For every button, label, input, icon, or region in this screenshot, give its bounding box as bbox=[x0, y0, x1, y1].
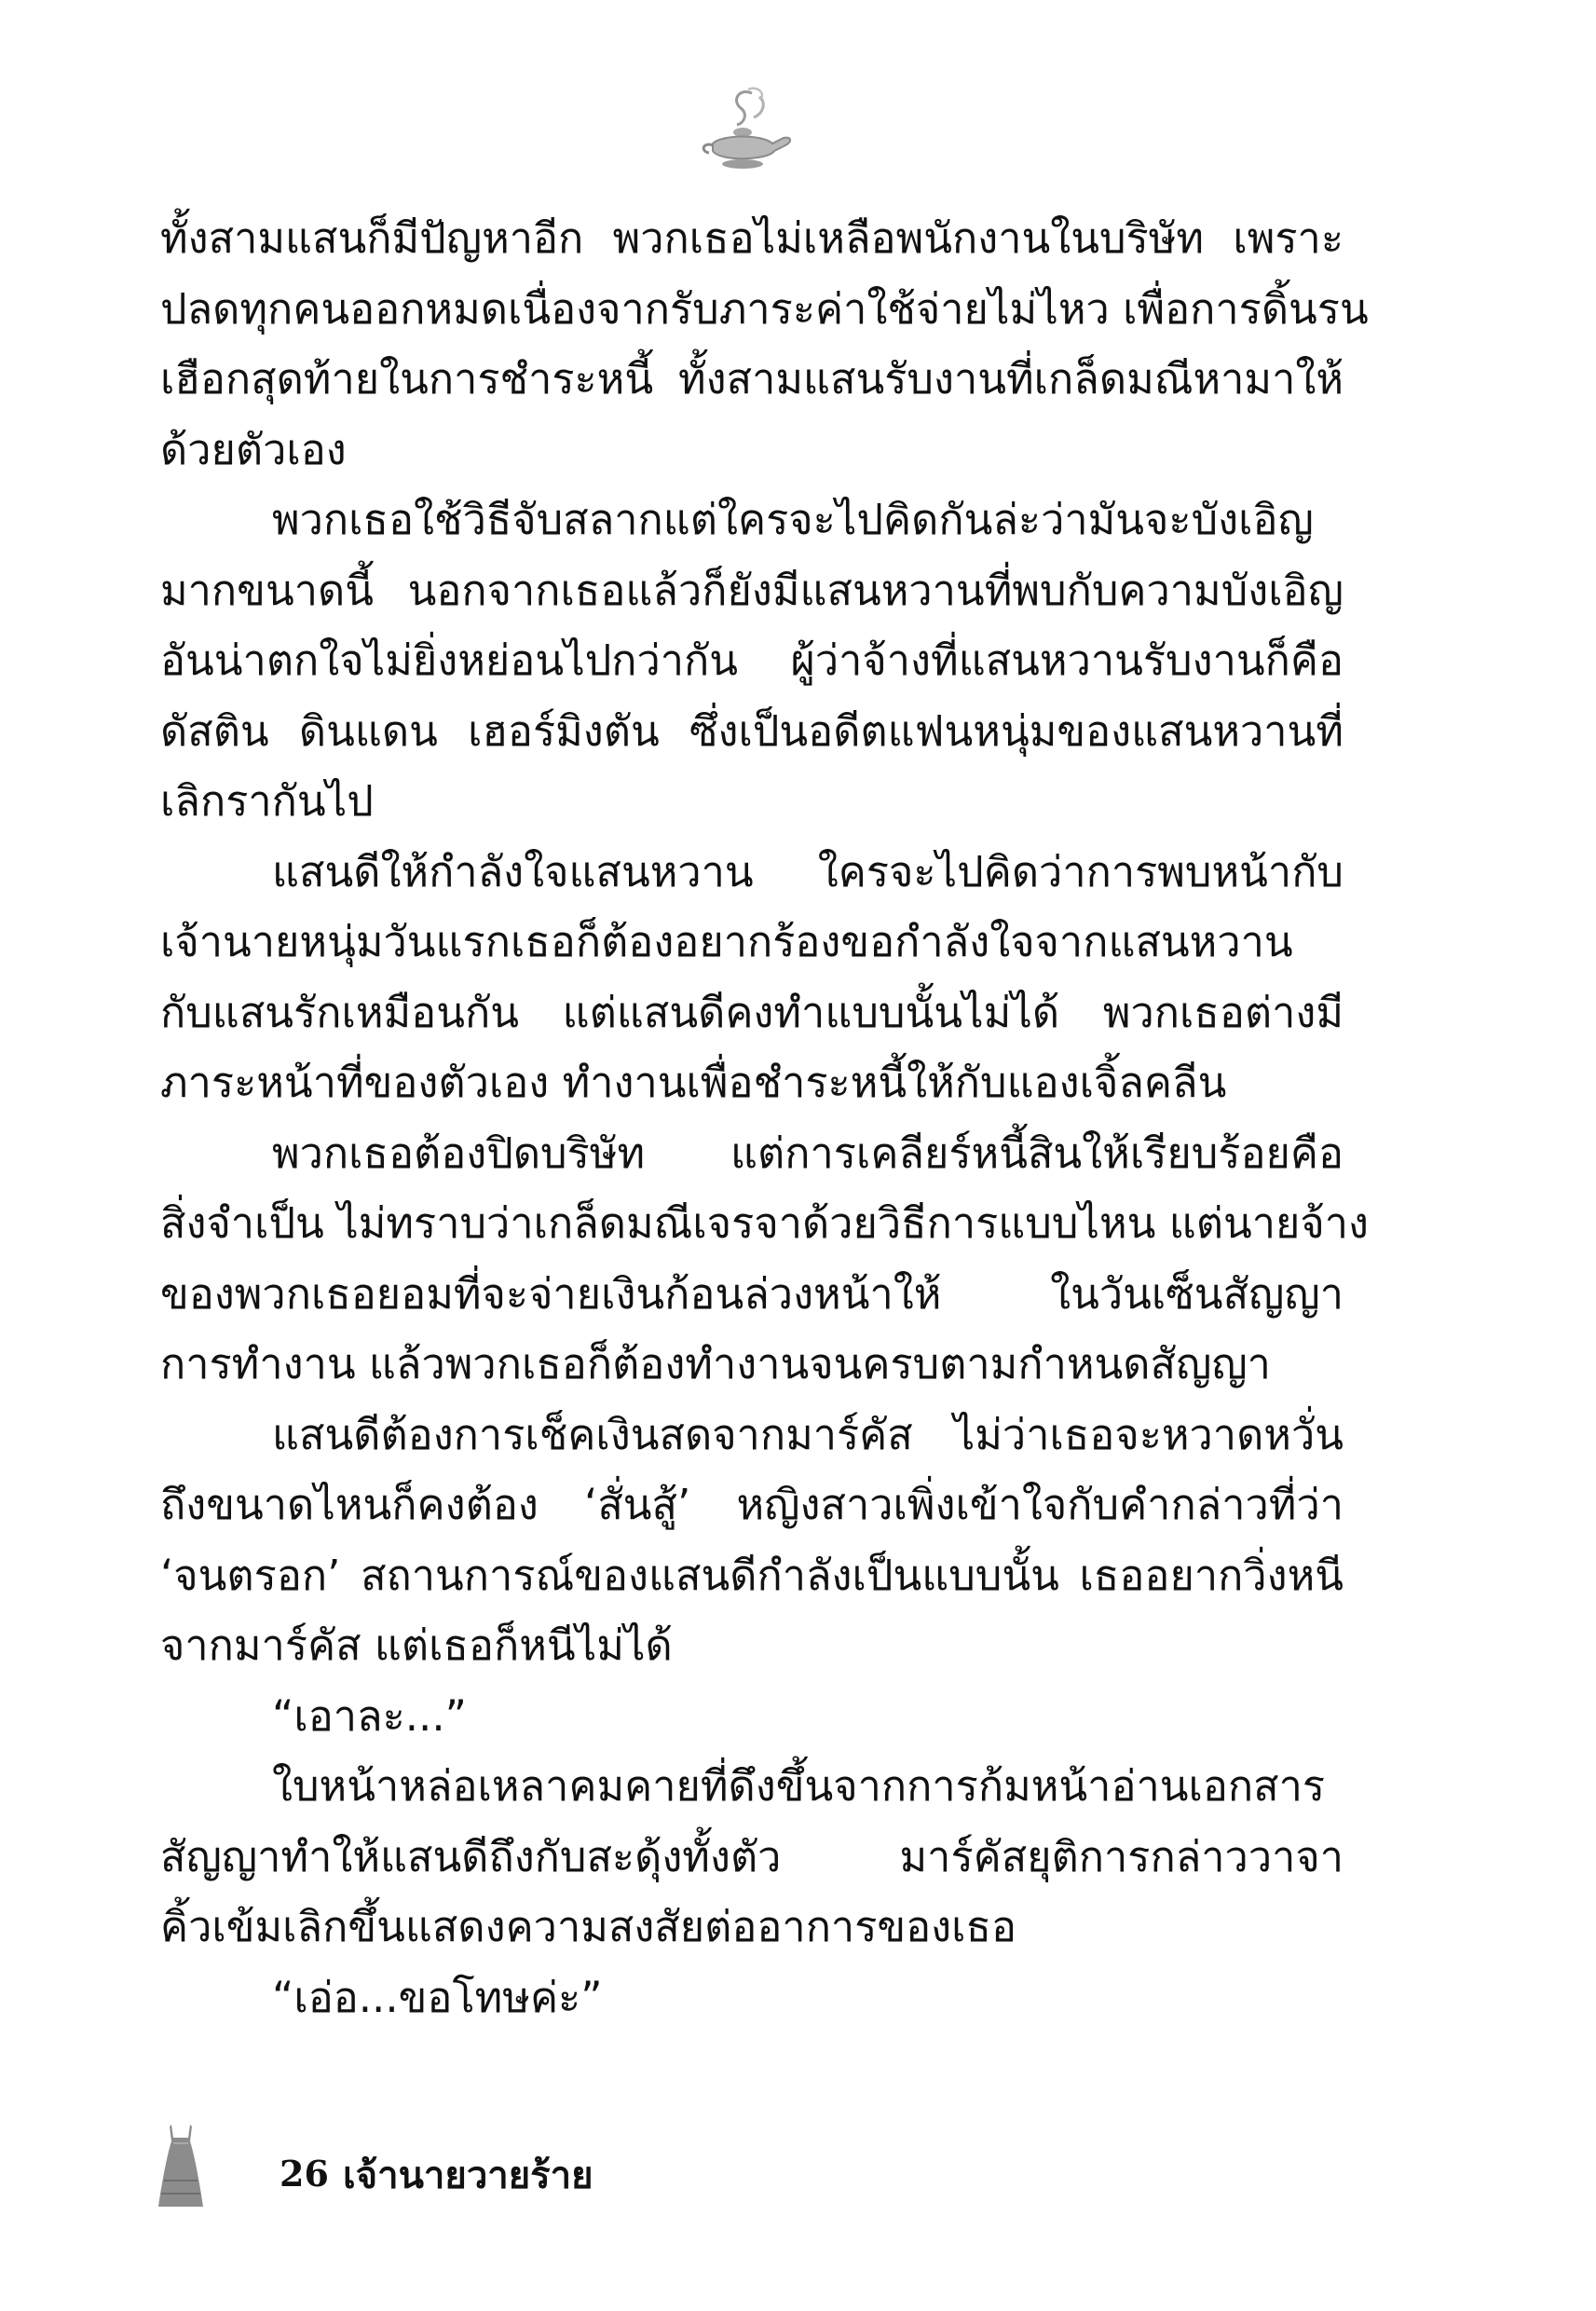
page-footer bbox=[158, 2125, 624, 2218]
text-line: “เอ่อ...ขอโทษค่ะ” bbox=[272, 1972, 603, 2022]
text-line: ดัสติน ดินแดน เฮอร์มิงตัน ซึ่งเป็นอดีตแฟนหนุ่มของแสนหวานที่ bbox=[160, 705, 1344, 756]
text-line: สัญญาทำให้แสนดีถึงกับสะดุ้งทั้งตัว มาร์คัสยุติการกล่าววาจา bbox=[160, 1831, 1344, 1881]
paragraph bbox=[160, 1751, 1344, 1962]
text-line: คิ้วเข้มเลิกขึ้นแสดงความสงสัยต่ออาการของเธอ bbox=[160, 1902, 1017, 1951]
text-line: ปลดทุกคนออกหมดเนื่องจากรับภาระค่าใช้จ่ายไม่ไหว เพื่อการดิ้นรน bbox=[160, 283, 1369, 334]
text-line: ของพวกเธอยอมที่จะจ่ายเงินก้อนล่วงหน้าให้ ในวันเซ็นสัญญา bbox=[160, 1268, 1344, 1319]
text-line: ถึงขนาดไหนก็คงต้อง ‘สั่นสู้’ หญิงสาวเพิ่งเข้าใจกับคำกล่าวที่ว่า bbox=[160, 1480, 1344, 1529]
text-line: จากมาร์คัส แต่เธอก็หนีไม่ได้ bbox=[160, 1620, 673, 1670]
text-line: แสนดีให้กำลังใจแสนหวาน ใครจะไปคิดว่าการพบหน้ากับ bbox=[272, 846, 1344, 896]
genie-lamp-icon bbox=[694, 86, 797, 174]
text-line: มากขนาดนี้ นอกจากเธอแล้วก็ยังมีแสนหวานที่พบกับความบังเอิญ bbox=[160, 565, 1344, 615]
paragraph bbox=[160, 1681, 1344, 1752]
text-line: สิ่งจำเป็น ไม่ทราบว่าเกล็ดมณีเจรจาด้วยวิธีการแบบไหน แต่นายจ้าง bbox=[160, 1198, 1369, 1248]
text-line: ภาระหน้าที่ของตัวเอง ทำงานเพื่อชำระหนี้ให้กับแองเจิ้ลคลีน bbox=[160, 1058, 1227, 1107]
text-line: เฮือกสุดท้ายในการชำระหนี้ ทั้งสามแสนรับงานที่เกล็ดมณีหามาให้ bbox=[160, 354, 1344, 403]
paragraph bbox=[160, 1962, 1344, 2033]
text-line: ใบหน้าหล่อเหลาคมคายที่ดึงขึ้นจากการก้มหน้าอ่านเอกสาร bbox=[272, 1761, 1326, 1811]
paragraph bbox=[160, 203, 1369, 485]
paragraph bbox=[160, 1400, 1344, 1681]
paragraph bbox=[160, 837, 1344, 1118]
book-title: เจ้านายวายร้าย bbox=[343, 2154, 593, 2197]
text-line: แสนดีต้องการเช็คเงินสดจากมาร์คัส ไม่ว่าเธอจะหวาดหวั่น bbox=[272, 1409, 1344, 1459]
paragraph bbox=[160, 1118, 1369, 1400]
body-text bbox=[160, 203, 1369, 2032]
text-line: กับแสนรักเหมือนกัน แต่แสนดีคงทำแบบนั้นไม่ได้ พวกเธอต่างมี bbox=[160, 987, 1344, 1037]
text-line: การทำงาน แล้วพวกเธอก็ต้องทำงานจนครบตามกำหนดสัญญา bbox=[160, 1339, 1271, 1388]
text-line: เจ้านายหนุ่มวันแรกเธอก็ต้องอยากร้องขอกำลังใจจากแสนหวาน bbox=[160, 917, 1293, 966]
page-number: 26 bbox=[280, 2153, 329, 2195]
dress-icon bbox=[158, 2125, 203, 2208]
paragraph bbox=[160, 485, 1344, 837]
text-line: ‘จนตรอก’ สถานการณ์ของแสนดีกำลังเป็นแบบนั้น เธออยากวิ่งหนี bbox=[160, 1550, 1344, 1600]
text-line: ด้วยตัวเอง bbox=[160, 424, 347, 474]
text-line: “เอาละ...” bbox=[272, 1690, 467, 1741]
text-line: ทั้งสามแสนก็มีปัญหาอีก พวกเธอไม่เหลือพนักงานในบริษัท เพราะ bbox=[160, 213, 1344, 263]
text-line: อันน่าตกใจไม่ยิ่งหย่อนไปกว่ากัน ผู้ว่าจ้างที่แสนหวานรับงานก็คือ bbox=[160, 636, 1344, 685]
text-line: เลิกรากันไป bbox=[160, 776, 374, 826]
text-line: พวกเธอต้องปิดบริษัท แต่การเคลียร์หนี้สินให้เรียบร้อยคือ bbox=[272, 1128, 1344, 1178]
text-line: พวกเธอใช้วิธีจับสลากแต่ใครจะไปคิดกันล่ะว่ามันจะบังเอิญ bbox=[272, 495, 1314, 544]
